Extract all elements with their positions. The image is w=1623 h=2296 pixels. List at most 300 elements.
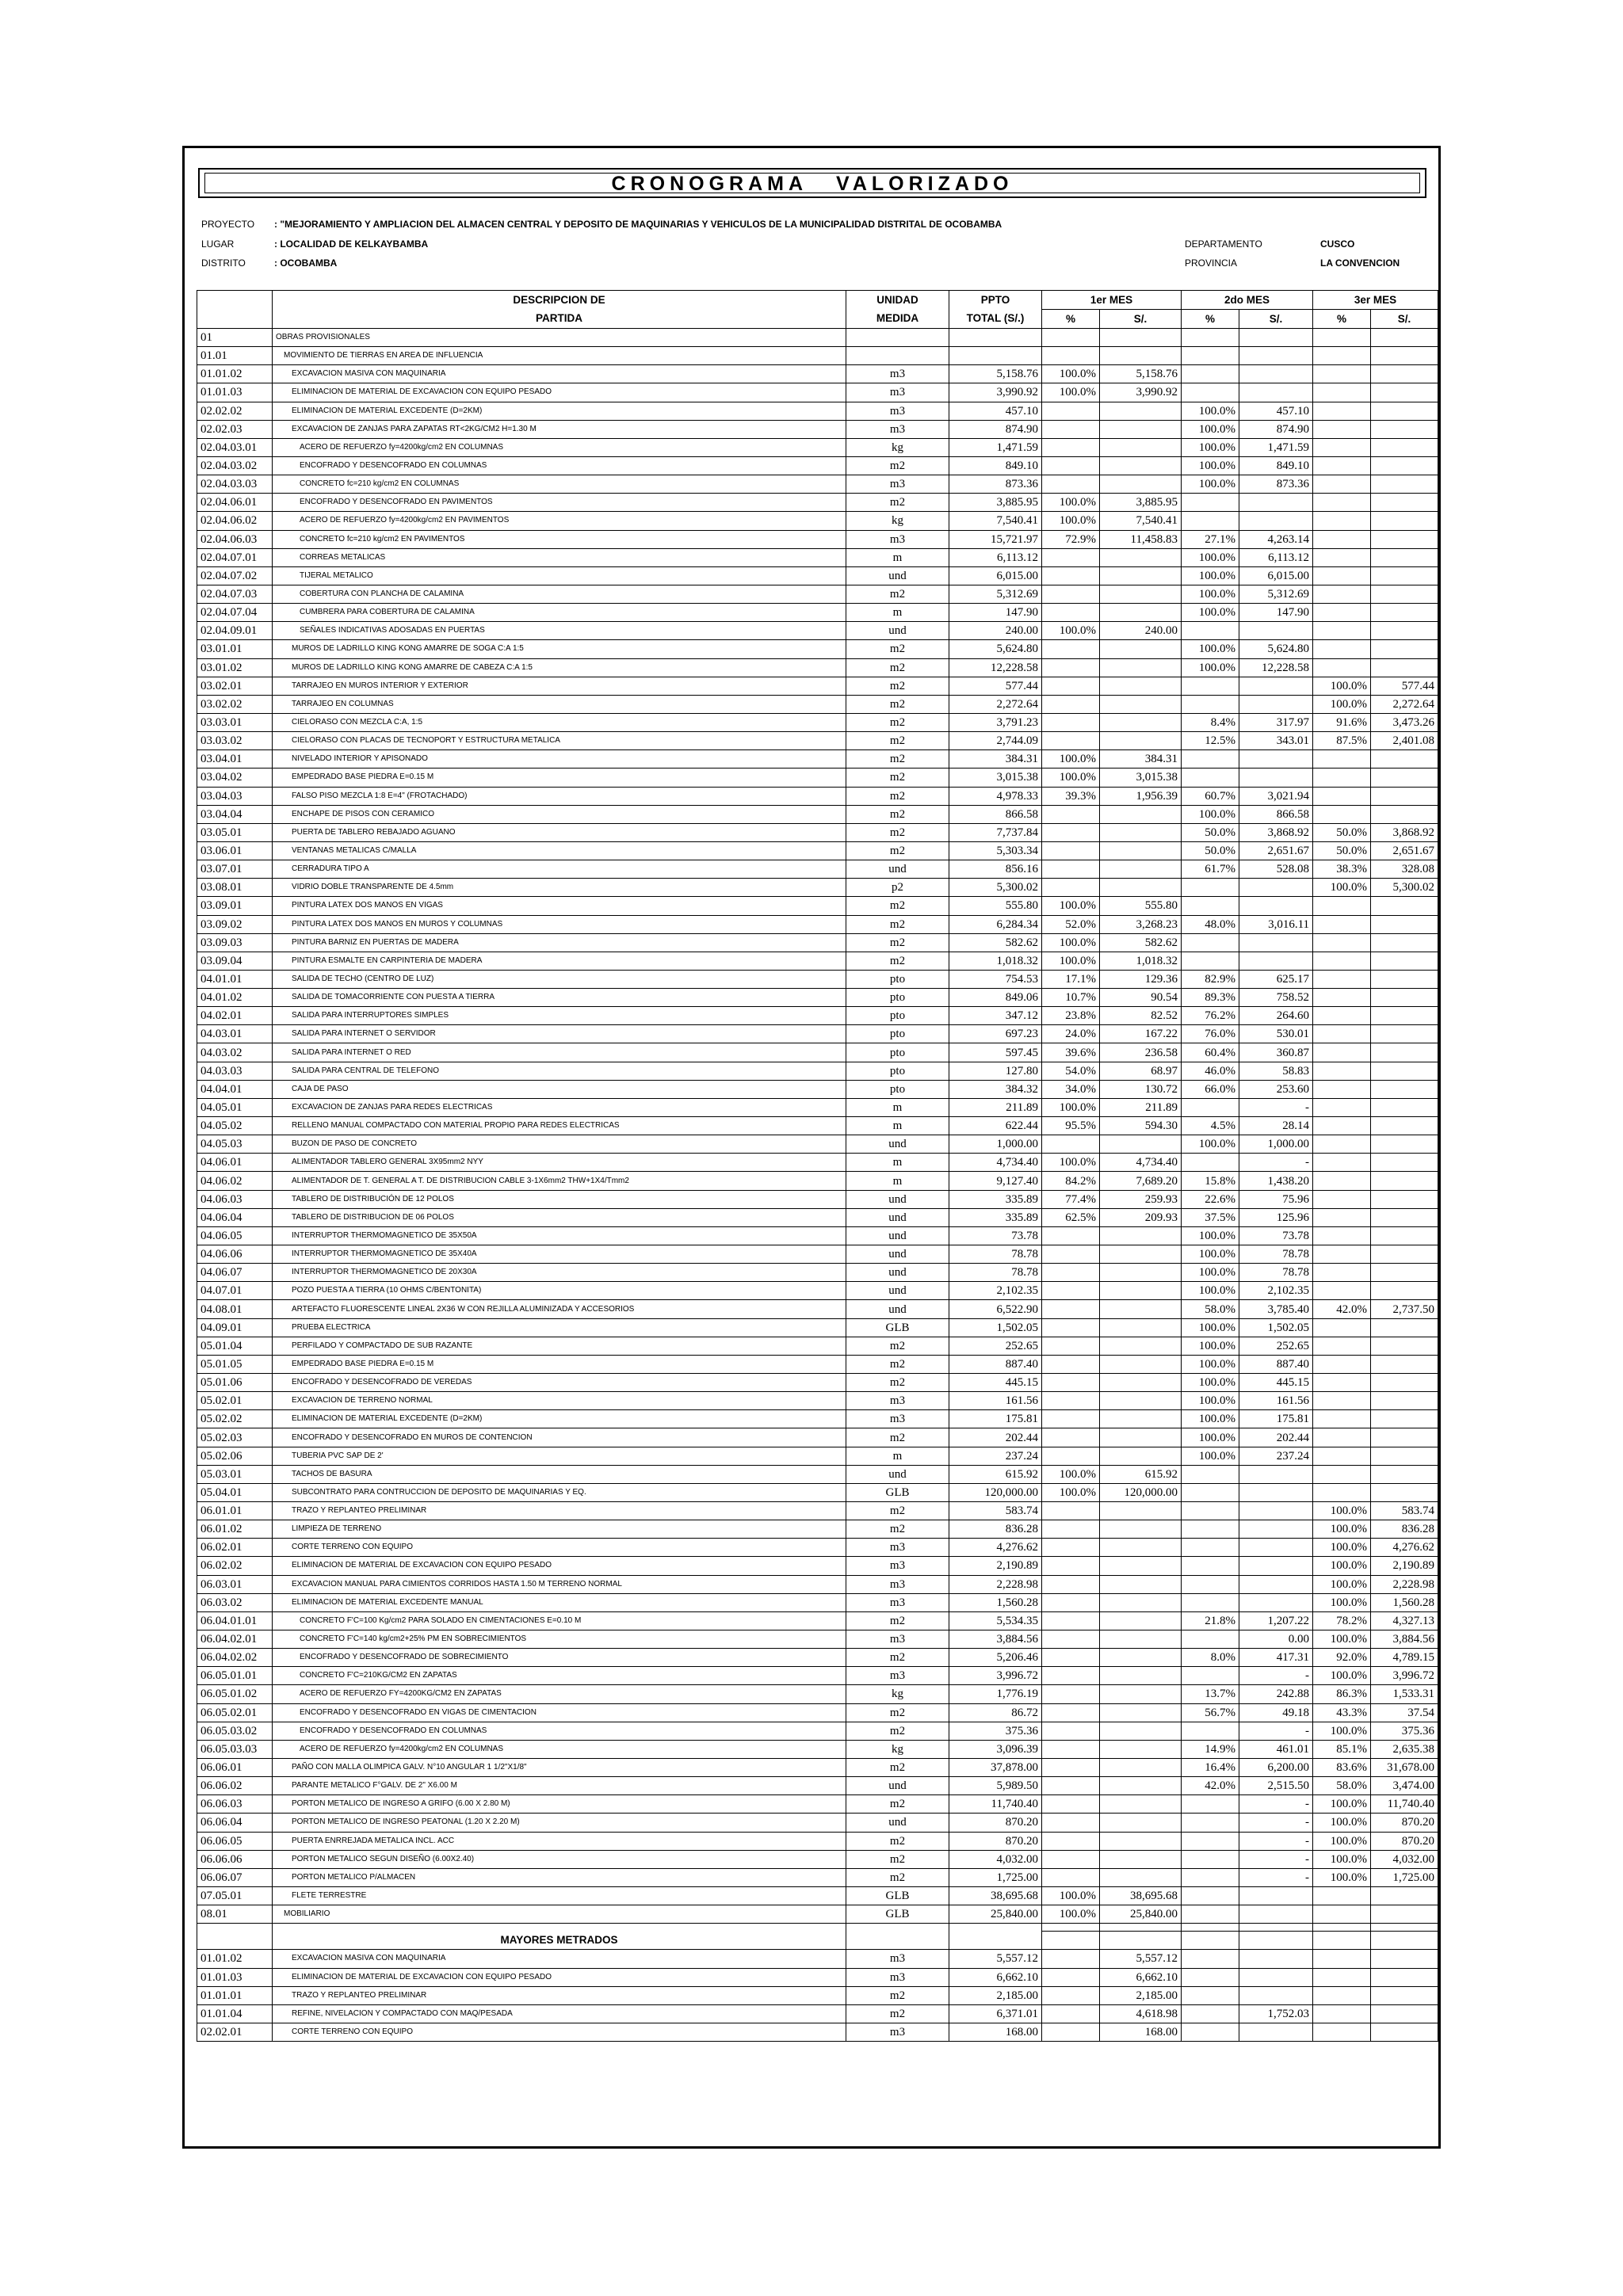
unit: m2 (846, 805, 949, 823)
mes1-amount (1100, 548, 1182, 566)
ppto-total: 237.24 (949, 1447, 1042, 1465)
mes3-amount (1371, 2004, 1438, 2023)
mes1-amount (1100, 879, 1182, 897)
partida-description: SALIDA DE TECHO (CENTRO DE LUZ) (273, 970, 846, 988)
mes2-pct (1182, 933, 1239, 952)
mes1-pct (1042, 1950, 1100, 1968)
table-row (197, 1758, 1438, 1776)
header-partida: PARTIDA (273, 310, 846, 329)
ppto-total: 7,737.84 (949, 823, 1042, 841)
table-row (197, 1483, 1438, 1501)
mes2-pct (1182, 1814, 1239, 1832)
mes1-amount: 3,990.92 (1100, 383, 1182, 402)
mes1-amount (1100, 1850, 1182, 1868)
mes3-pct (1313, 1428, 1371, 1447)
mes3-amount (1371, 952, 1438, 970)
table-row (197, 1154, 1438, 1172)
mes3-pct (1313, 512, 1371, 530)
table-row (197, 1208, 1438, 1226)
mes1-pct: 77.4% (1042, 1190, 1100, 1208)
table-row (197, 1226, 1438, 1245)
mes3-pct (1313, 989, 1371, 1007)
mes1-pct: 100.0% (1042, 494, 1100, 512)
mes3-amount (1371, 512, 1438, 530)
mes2-pct (1182, 1593, 1239, 1611)
mes2-amount: 6,015.00 (1239, 566, 1313, 585)
table-row (197, 1777, 1438, 1795)
unit: m2 (846, 1611, 949, 1630)
ppto-total: 202.44 (949, 1428, 1042, 1447)
header-total: TOTAL (S/.) (949, 310, 1042, 329)
unit: pto (846, 1025, 949, 1043)
partida-code: 02.04.06.03 (197, 530, 273, 548)
table-row (197, 1245, 1438, 1264)
mes1-pct: 72.9% (1042, 530, 1100, 548)
mes2-pct (1182, 1520, 1239, 1539)
mes3-amount (1371, 456, 1438, 475)
mes3-pct: 100.0% (1313, 1630, 1371, 1648)
mes3-pct: 100.0% (1313, 1814, 1371, 1832)
partida-code: 06.02.01 (197, 1539, 273, 1557)
mes1-pct (1042, 1575, 1100, 1593)
mes2-amount (1239, 494, 1313, 512)
unit: m2 (846, 2004, 949, 2023)
partida-description: ACERO DE REFUERZO fy=4200kg/cm2 EN PAVIMENTOS (273, 512, 846, 530)
mes2-pct: 48.0% (1182, 915, 1239, 933)
mes2-amount: 1,471.59 (1239, 438, 1313, 456)
mes3-amount: 37.54 (1371, 1703, 1438, 1722)
mes2-pct (1182, 897, 1239, 915)
mes1-amount (1100, 438, 1182, 456)
mes1-pct (1042, 1300, 1100, 1318)
mes1-amount: 7,540.41 (1100, 512, 1182, 530)
mes1-amount: 3,015.38 (1100, 769, 1182, 787)
partida-description: MOBILIARIO (273, 1905, 846, 1924)
mes1-amount: 2,185.00 (1100, 1986, 1182, 2004)
partida-description: INTERRUPTOR THERMOMAGNETICO DE 35X40A (273, 1245, 846, 1264)
partida-code: 04.08.01 (197, 1300, 273, 1318)
mes1-pct (1042, 1337, 1100, 1355)
partida-code: 05.01.06 (197, 1374, 273, 1392)
mes3-amount (1371, 1337, 1438, 1355)
unit: GLB (846, 1905, 949, 1924)
ppto-total: 2,272.64 (949, 695, 1042, 713)
mes1-amount (1100, 732, 1182, 750)
distrito-value: : OCOBAMBA (274, 257, 338, 269)
unit: m2 (846, 1337, 949, 1355)
mes3-amount: 328.08 (1371, 860, 1438, 879)
mes3-amount (1371, 1968, 1438, 1986)
partida-code: 06.01.02 (197, 1520, 273, 1539)
mes3-pct: 78.2% (1313, 1611, 1371, 1630)
mes1-amount (1100, 695, 1182, 713)
mes3-amount (1371, 530, 1438, 548)
unit: m2 (846, 1502, 949, 1520)
ppto-total: 73.78 (949, 1226, 1042, 1245)
mes2-pct: 4.5% (1182, 1117, 1239, 1135)
mes2-amount: 317.97 (1239, 713, 1313, 731)
mes1-amount (1100, 841, 1182, 860)
mes2-pct: 100.0% (1182, 548, 1239, 566)
header-row-1 (197, 291, 1438, 310)
mes3-amount (1371, 640, 1438, 658)
mes1-amount (1100, 1447, 1182, 1465)
mes1-amount: 82.52 (1100, 1007, 1182, 1025)
partida-description: CERRADURA TIPO A (273, 860, 846, 879)
partida-code: 05.02.03 (197, 1428, 273, 1447)
ppto-total: 127.80 (949, 1062, 1042, 1080)
table-row (197, 1905, 1438, 1924)
unit: m (846, 1172, 949, 1190)
unit: und (846, 1208, 949, 1226)
distrito-label: DISTRITO (201, 257, 246, 269)
unit: m2 (846, 952, 949, 970)
table-row (197, 402, 1438, 420)
mes3-pct (1313, 750, 1371, 769)
partida-description: PARANTE METALICO F°GALV. DE 2" X6.00 M (273, 1777, 846, 1795)
mayores-table-body (197, 1950, 1438, 2042)
table-row (197, 823, 1438, 841)
mes2-amount (1239, 383, 1313, 402)
mayores-title-row (197, 1932, 1438, 1950)
mes1-pct (1042, 402, 1100, 420)
mes2-amount (1239, 1886, 1313, 1905)
unit: und (846, 1777, 949, 1795)
mes1-pct (1042, 1667, 1100, 1685)
ppto-total: 5,206.46 (949, 1649, 1042, 1667)
table-row (197, 1282, 1438, 1300)
mes2-pct (1182, 1850, 1239, 1868)
mes3-amount (1371, 1392, 1438, 1410)
mes2-amount: 175.81 (1239, 1410, 1313, 1428)
mes1-amount: 7,689.20 (1100, 1172, 1182, 1190)
mes3-pct (1313, 329, 1371, 347)
partida-description: ARTEFACTO FLUORESCENTE LINEAL 2X36 W CON REJILLA ALUMINIZADA Y ACCESORIOS (273, 1300, 846, 1318)
mes2-amount (1239, 1539, 1313, 1557)
mes1-pct: 52.0% (1042, 915, 1100, 933)
mes3-pct (1313, 1117, 1371, 1135)
ppto-total: 161.56 (949, 1392, 1042, 1410)
mes2-amount: 5,624.80 (1239, 640, 1313, 658)
table-row (197, 1355, 1438, 1373)
partida-code: 04.03.03 (197, 1062, 273, 1080)
mes2-pct: 42.0% (1182, 1777, 1239, 1795)
partida-code: 01.01.03 (197, 1968, 273, 1986)
table-row (197, 897, 1438, 915)
table-row (197, 383, 1438, 402)
mes3-pct (1313, 915, 1371, 933)
mes3-pct: 100.0% (1313, 695, 1371, 713)
unit: und (846, 566, 949, 585)
mes2-pct: 22.6% (1182, 1190, 1239, 1208)
mes3-pct (1313, 1025, 1371, 1043)
mes1-pct: 24.0% (1042, 1025, 1100, 1043)
mes3-amount (1371, 897, 1438, 915)
mes3-amount (1371, 750, 1438, 769)
ppto-total: 856.16 (949, 860, 1042, 879)
partida-code: 06.05.01.01 (197, 1667, 273, 1685)
mes1-amount: 167.22 (1100, 1025, 1182, 1043)
mes3-pct: 100.0% (1313, 1575, 1371, 1593)
ppto-total: 1,502.05 (949, 1318, 1042, 1337)
mes2-pct: 100.0% (1182, 1264, 1239, 1282)
mes1-pct: 34.0% (1042, 1080, 1100, 1098)
mes2-pct: 100.0% (1182, 1282, 1239, 1300)
partida-description: PINTURA LATEX DOS MANOS EN VIGAS (273, 897, 846, 915)
mes3-pct: 100.0% (1313, 677, 1371, 695)
mes1-amount (1100, 1300, 1182, 1318)
mes1-amount (1100, 1740, 1182, 1758)
mes2-pct: 13.7% (1182, 1685, 1239, 1703)
unit: m3 (846, 1593, 949, 1611)
mes2-pct: 100.0% (1182, 475, 1239, 494)
mes2-pct (1182, 695, 1239, 713)
mes1-pct (1042, 1850, 1100, 1868)
mes3-amount (1371, 494, 1438, 512)
partida-description: ELIMINACION DE MATERIAL DE EXCAVACION CON EQUIPO PESADO (273, 1557, 846, 1575)
partida-code: 05.02.01 (197, 1392, 273, 1410)
mes1-pct (1042, 713, 1100, 731)
partida-description: ACERO DE REFUERZO fy=4200kg/cm2 EN COLUMNAS (273, 1740, 846, 1758)
header-medida: MEDIDA (846, 310, 949, 329)
mes1-pct (1042, 604, 1100, 622)
ppto-total: 6,522.90 (949, 1300, 1042, 1318)
table-row (197, 1685, 1438, 1703)
partida-description: BUZON DE PASO DE CONCRETO (273, 1135, 846, 1154)
unit: GLB (846, 1886, 949, 1905)
mes3-pct (1313, 1154, 1371, 1172)
partida-description: PORTON METALICO SEGUN DISEÑO (6.00X2.40) (273, 1850, 846, 1868)
unit: m3 (846, 1410, 949, 1428)
mes3-amount (1371, 1226, 1438, 1245)
mes1-amount (1100, 640, 1182, 658)
mes3-pct (1313, 1264, 1371, 1282)
ppto-total: 849.10 (949, 456, 1042, 475)
partida-code: 03.09.03 (197, 933, 273, 952)
mes2-pct (1182, 2023, 1239, 2041)
mes1-amount (1100, 1667, 1182, 1685)
mes3-pct (1313, 2004, 1371, 2023)
mes2-pct (1182, 1986, 1239, 2004)
mes3-pct: 91.6% (1313, 713, 1371, 731)
unit: pto (846, 1007, 949, 1025)
mes2-pct: 100.0% (1182, 585, 1239, 603)
mes3-amount: 2,190.89 (1371, 1557, 1438, 1575)
mes1-pct (1042, 2004, 1100, 2023)
mes3-amount: 31,678.00 (1371, 1758, 1438, 1776)
mes3-amount: 870.20 (1371, 1832, 1438, 1850)
mes1-pct (1042, 438, 1100, 456)
mes3-pct (1313, 1318, 1371, 1337)
mes2-amount: 252.65 (1239, 1337, 1313, 1355)
mes3-pct (1313, 1080, 1371, 1098)
table-row (197, 1703, 1438, 1722)
partida-code: 03.03.01 (197, 713, 273, 731)
partida-description: ELIMINACION DE MATERIAL DE EXCAVACION CON EQUIPO PESADO (273, 1968, 846, 1986)
ppto-total: 4,978.33 (949, 787, 1042, 805)
ppto-total: 211.89 (949, 1098, 1042, 1116)
table-row (197, 1520, 1438, 1539)
table-row (197, 1950, 1438, 1968)
mes3-amount (1371, 420, 1438, 438)
mes1-amount: 11,458.83 (1100, 530, 1182, 548)
mes1-pct: 100.0% (1042, 1483, 1100, 1501)
unit: m3 (846, 2023, 949, 2041)
partida-code: 06.05.03.03 (197, 1740, 273, 1758)
ppto-total: 836.28 (949, 1520, 1042, 1539)
partida-code: 03.09.01 (197, 897, 273, 915)
mes1-pct (1042, 1557, 1100, 1575)
table-row (197, 1135, 1438, 1154)
table-row (197, 1337, 1438, 1355)
unit: GLB (846, 1318, 949, 1337)
partida-description: VENTANAS METALICAS C/MALLA (273, 841, 846, 860)
unit: m2 (846, 1758, 949, 1776)
partida-code: 03.07.01 (197, 860, 273, 879)
mes3-pct (1313, 933, 1371, 952)
mes1-pct (1042, 1758, 1100, 1776)
mes2-amount: 457.10 (1239, 402, 1313, 420)
header-ppto: PPTO (949, 291, 1042, 310)
mes2-amount (1239, 1986, 1313, 2004)
table-row (197, 548, 1438, 566)
mes2-amount: 625.17 (1239, 970, 1313, 988)
ppto-total: 9,127.40 (949, 1172, 1042, 1190)
ppto-total: 5,303.34 (949, 841, 1042, 860)
partida-description: EMPEDRADO BASE PIEDRA E=0.15 M (273, 769, 846, 787)
mes2-pct: 100.0% (1182, 402, 1239, 420)
partida-code: 05.03.01 (197, 1465, 273, 1483)
ppto-total: 1,560.28 (949, 1593, 1042, 1611)
mes2-pct (1182, 677, 1239, 695)
unit: und (846, 1300, 949, 1318)
mes1-amount: 5,158.76 (1100, 365, 1182, 383)
partida-code: 02.04.03.03 (197, 475, 273, 494)
mes3-amount: 3,473.26 (1371, 713, 1438, 731)
mes1-amount (1100, 1814, 1182, 1832)
table-row (197, 1593, 1438, 1611)
table-row (197, 512, 1438, 530)
mes1-pct (1042, 1968, 1100, 1986)
mes3-amount (1371, 1172, 1438, 1190)
table-row (197, 658, 1438, 677)
table-row (197, 475, 1438, 494)
mes1-pct (1042, 732, 1100, 750)
partida-description: TABLERO DE DISTRIBUCIÓN DE 12 POLOS (273, 1190, 846, 1208)
mes2-amount: - (1239, 1850, 1313, 1868)
mes3-pct: 50.0% (1313, 823, 1371, 841)
unit: m2 (846, 933, 949, 952)
table-row (197, 879, 1438, 897)
header-mes1: 1er MES (1042, 291, 1182, 310)
ppto-total: 78.78 (949, 1245, 1042, 1264)
mes3-amount: 2,272.64 (1371, 695, 1438, 713)
mes2-amount: 3,016.11 (1239, 915, 1313, 933)
unit: m2 (846, 456, 949, 475)
mes3-amount: 2,651.67 (1371, 841, 1438, 860)
mes1-amount: 68.97 (1100, 1062, 1182, 1080)
partida-description: EXCAVACION MANUAL PARA CIMIENTOS CORRIDOS HASTA 1.50 M TERRENO NORMAL (273, 1575, 846, 1593)
mes1-amount: 384.31 (1100, 750, 1182, 769)
mes1-pct (1042, 456, 1100, 475)
unit: m3 (846, 1575, 949, 1593)
partida-description: SALIDA PARA INTERRUPTORES SIMPLES (273, 1007, 846, 1025)
unit: m2 (846, 677, 949, 695)
mes3-amount (1371, 1154, 1438, 1172)
mes1-amount (1100, 1245, 1182, 1264)
mes1-pct (1042, 1520, 1100, 1539)
mes2-pct: 100.0% (1182, 1135, 1239, 1154)
unit: m2 (846, 897, 949, 915)
mes1-pct (1042, 1392, 1100, 1410)
ppto-total: 4,276.62 (949, 1539, 1042, 1557)
mes1-pct: 100.0% (1042, 1886, 1100, 1905)
partida-code: 01.01 (197, 347, 273, 365)
partida-code: 04.05.02 (197, 1117, 273, 1135)
partida-description: MUROS DE LADRILLO KING KONG AMARRE DE SOGA C:A 1:5 (273, 640, 846, 658)
mes3-amount (1371, 658, 1438, 677)
mes3-amount: 2,635.38 (1371, 1740, 1438, 1758)
mes1-amount (1100, 1337, 1182, 1355)
mes1-amount: 1,018.32 (1100, 952, 1182, 970)
mes2-pct (1182, 2004, 1239, 2023)
mes2-amount: 2,515.50 (1239, 1777, 1313, 1795)
mes1-pct (1042, 1611, 1100, 1630)
mes3-amount: 583.74 (1371, 1502, 1438, 1520)
partida-code: 06.04.02.02 (197, 1649, 273, 1667)
mes3-pct (1313, 365, 1371, 383)
ppto-total: 6,662.10 (949, 1968, 1042, 1986)
unit: pto (846, 970, 949, 988)
table-row (197, 1428, 1438, 1447)
mes2-amount (1239, 750, 1313, 769)
partida-description: CONCRETO F'C=210KG/CM2 EN ZAPATAS (273, 1667, 846, 1685)
table-row (197, 2023, 1438, 2041)
ppto-total: 252.65 (949, 1337, 1042, 1355)
partida-description: CONCRETO fc=210 kg/cm2 EN COLUMNAS (273, 475, 846, 494)
mes2-amount (1239, 622, 1313, 640)
lugar-value: : LOCALIDAD DE KELKAYBAMBA (274, 238, 429, 250)
mes1-pct: 100.0% (1042, 897, 1100, 915)
ppto-total: 555.80 (949, 897, 1042, 915)
unit (846, 329, 949, 347)
mes2-pct (1182, 1832, 1239, 1850)
partida-code: 03.04.02 (197, 769, 273, 787)
table-row (197, 1465, 1438, 1483)
partida-description: PAÑO CON MALLA OLIMPICA GALV. N°10 ANGULAR 1 1/2"X1/8" (273, 1758, 846, 1776)
mes1-pct: 10.7% (1042, 989, 1100, 1007)
mes2-pct: 100.0% (1182, 640, 1239, 658)
table-row (197, 860, 1438, 879)
mes3-pct: 100.0% (1313, 1557, 1371, 1575)
unit: m2 (846, 1520, 949, 1539)
mes3-pct: 100.0% (1313, 1502, 1371, 1520)
table-row (197, 713, 1438, 731)
unit: m3 (846, 1392, 949, 1410)
mes2-amount (1239, 952, 1313, 970)
mes2-pct (1182, 879, 1239, 897)
mes1-amount (1100, 823, 1182, 841)
mes3-pct: 50.0% (1313, 841, 1371, 860)
ppto-total: 2,190.89 (949, 1557, 1042, 1575)
table-row (197, 1630, 1438, 1648)
mes2-pct: 50.0% (1182, 841, 1239, 860)
ppto-total: 5,557.12 (949, 1950, 1042, 1968)
mes2-pct (1182, 329, 1239, 347)
mes1-pct (1042, 347, 1100, 365)
mes2-amount: 58.83 (1239, 1062, 1313, 1080)
ppto-total: 5,300.02 (949, 879, 1042, 897)
